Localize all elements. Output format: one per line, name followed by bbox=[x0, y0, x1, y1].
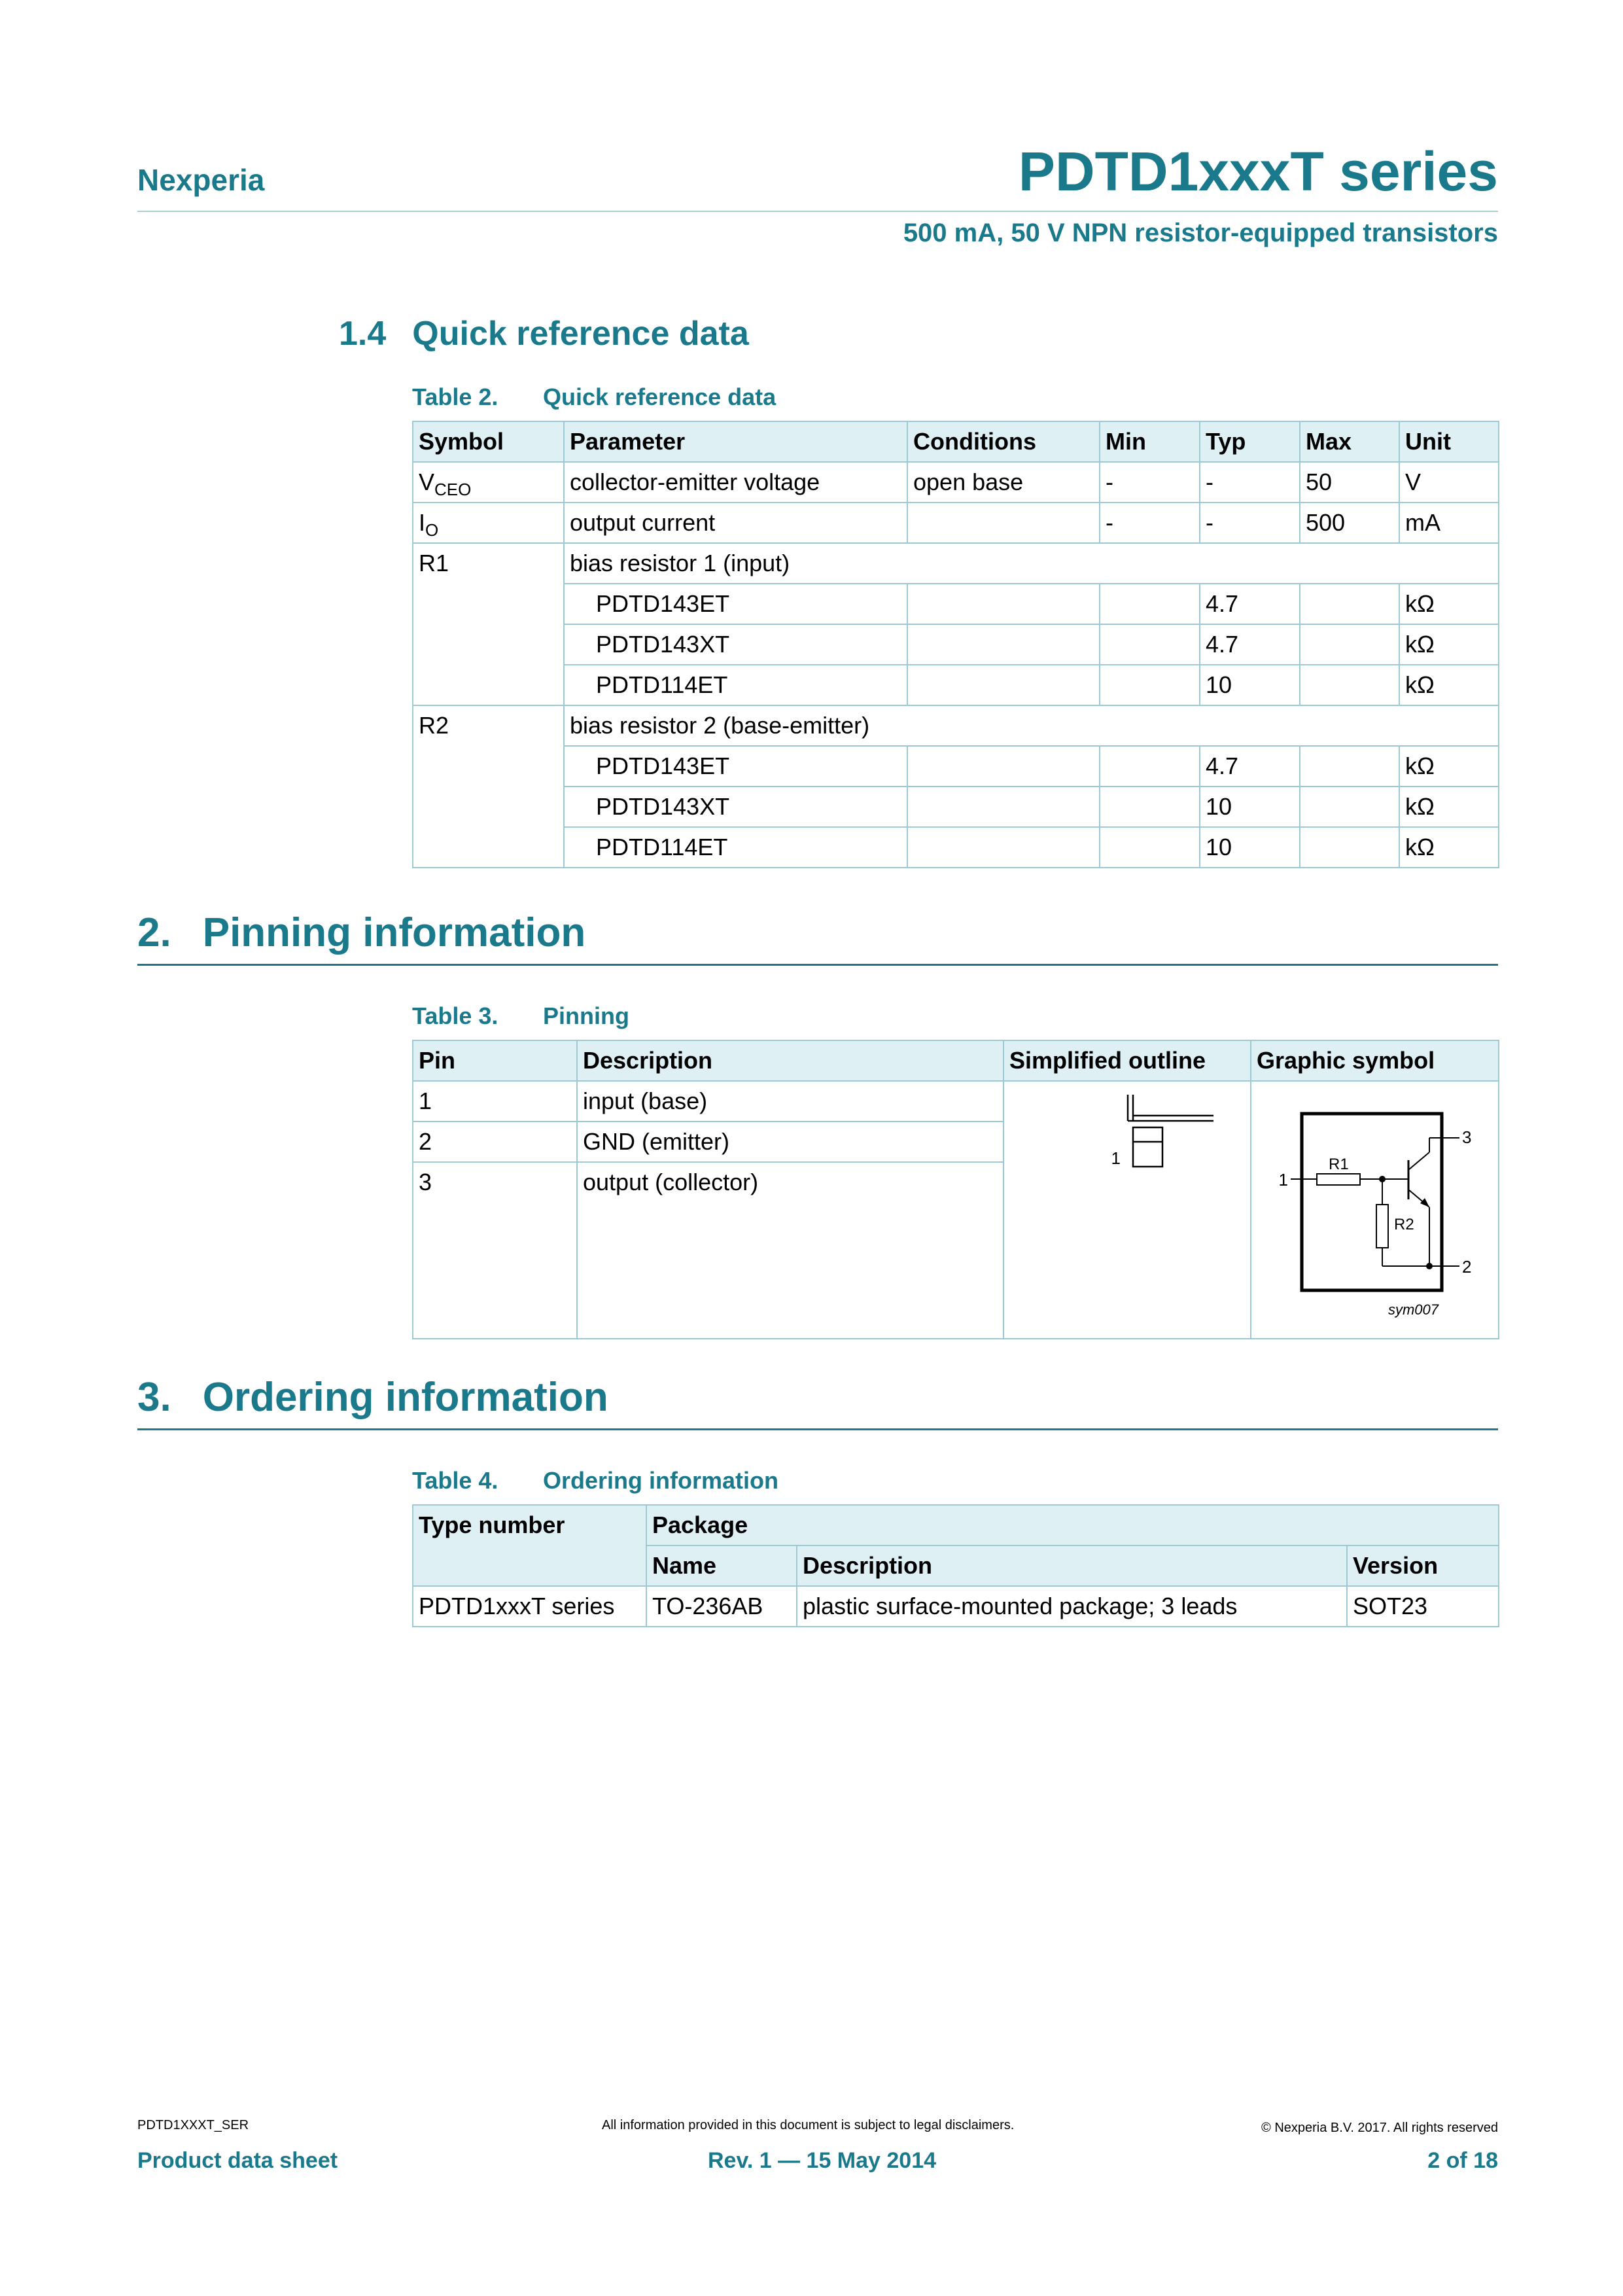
max-cell bbox=[1300, 827, 1399, 868]
max-cell bbox=[1300, 624, 1399, 665]
max-cell bbox=[1300, 746, 1399, 786]
max-cell bbox=[1300, 665, 1399, 705]
symbol-reference: sym007 bbox=[1387, 1301, 1439, 1318]
symbol-pin1-label: 1 bbox=[1278, 1170, 1288, 1190]
table-label: Table 3. bbox=[412, 1002, 498, 1029]
table-row bbox=[413, 624, 1499, 665]
col-version: Version bbox=[1347, 1545, 1499, 1586]
version-cell: SOT23 bbox=[1347, 1586, 1499, 1627]
unit-cell: kΩ bbox=[1399, 746, 1499, 786]
section-title: Ordering information bbox=[202, 1375, 608, 1420]
header-divider bbox=[137, 211, 1498, 212]
symbol-cell bbox=[413, 503, 564, 543]
col-unit: Unit bbox=[1399, 421, 1499, 462]
table-row bbox=[413, 1586, 1499, 1627]
outline-pin-label: 1 bbox=[1111, 1148, 1121, 1168]
col-conditions: Conditions bbox=[907, 421, 1100, 462]
table-label: Table 2. bbox=[412, 383, 498, 410]
symbol-text: I bbox=[419, 509, 426, 536]
col-max: Max bbox=[1300, 421, 1399, 462]
typ-cell: 4.7 bbox=[1200, 746, 1300, 786]
footer-page-number: 2 of 18 bbox=[1427, 2148, 1498, 2173]
sot23-outline-icon bbox=[1004, 1082, 1250, 1337]
symbol-subscript: O bbox=[425, 520, 439, 540]
col-name: Name bbox=[646, 1545, 797, 1586]
symbol-pin2-label: 2 bbox=[1462, 1257, 1472, 1277]
type-cell: PDTD143XT bbox=[564, 786, 907, 827]
typ-cell: 4.7 bbox=[1200, 584, 1300, 624]
symbol-cell: R1 bbox=[413, 543, 564, 705]
type-cell: PDTD114ET bbox=[564, 827, 907, 868]
table-row bbox=[413, 665, 1499, 705]
description-cell: output (collector) bbox=[577, 1162, 1003, 1339]
typ-cell: - bbox=[1200, 503, 1300, 543]
description-cell: GND (emitter) bbox=[577, 1122, 1003, 1162]
section-heading-ordering bbox=[137, 1374, 608, 1421]
section-heading-quick-reference bbox=[339, 314, 749, 353]
unit-cell: V bbox=[1399, 462, 1499, 503]
conditions-cell bbox=[907, 786, 1100, 827]
min-cell: - bbox=[1100, 462, 1200, 503]
type-cell: PDTD143ET bbox=[564, 746, 907, 786]
symbol-pin3-label: 3 bbox=[1462, 1127, 1472, 1147]
conditions-cell bbox=[907, 584, 1100, 624]
col-type-number: Type number bbox=[413, 1505, 646, 1586]
parameter-cell: collector-emitter voltage bbox=[564, 462, 907, 503]
conditions-cell bbox=[907, 665, 1100, 705]
col-description: Description bbox=[797, 1545, 1347, 1586]
table-row bbox=[413, 786, 1499, 827]
pin-cell: 1 bbox=[413, 1081, 577, 1122]
min-cell bbox=[1100, 624, 1200, 665]
unit-cell: kΩ bbox=[1399, 624, 1499, 665]
table-row bbox=[413, 584, 1499, 624]
col-graphic-symbol: Graphic symbol bbox=[1251, 1040, 1499, 1081]
table-row-r2 bbox=[413, 705, 1499, 746]
ordering-table bbox=[412, 1504, 1499, 1627]
description-cell: input (base) bbox=[577, 1081, 1003, 1122]
conditions-cell bbox=[907, 746, 1100, 786]
table-caption-quick-reference bbox=[412, 383, 776, 411]
unit-cell: mA bbox=[1399, 503, 1499, 543]
type-cell: PDTD143ET bbox=[564, 584, 907, 624]
min-cell bbox=[1100, 786, 1200, 827]
table-title: Quick reference data bbox=[543, 383, 777, 410]
table-row bbox=[413, 827, 1499, 868]
section-title: Pinning information bbox=[202, 910, 586, 955]
section-divider bbox=[137, 964, 1498, 966]
col-symbol: Symbol bbox=[413, 421, 564, 462]
max-cell: 50 bbox=[1300, 462, 1399, 503]
section-number: 1.4 bbox=[339, 315, 387, 353]
min-cell bbox=[1100, 827, 1200, 868]
max-cell bbox=[1300, 786, 1399, 827]
unit-cell: kΩ bbox=[1399, 584, 1499, 624]
symbol-r2-label: R2 bbox=[1394, 1216, 1414, 1233]
typ-cell: - bbox=[1200, 462, 1300, 503]
footer-legal-notice: All information provided in this document is subject to legal disclaimers. bbox=[602, 2118, 1015, 2132]
conditions-cell bbox=[907, 503, 1100, 543]
table-title: Pinning bbox=[543, 1002, 629, 1029]
table-header-row bbox=[413, 1505, 1499, 1545]
name-cell: TO-236AB bbox=[646, 1586, 797, 1627]
table-header-row bbox=[413, 421, 1499, 462]
typ-cell: 10 bbox=[1200, 786, 1300, 827]
pinning-table bbox=[412, 1040, 1499, 1339]
table-row bbox=[413, 746, 1499, 786]
section-number: 3. bbox=[137, 1375, 171, 1420]
table-row-vceo bbox=[413, 462, 1499, 503]
symbol-cell: R2 bbox=[413, 705, 564, 868]
transistor-symbol-icon bbox=[1251, 1082, 1498, 1337]
pin-cell: 2 bbox=[413, 1122, 577, 1162]
table-title: Ordering information bbox=[543, 1467, 778, 1494]
table-caption-pinning bbox=[412, 1002, 629, 1030]
col-min: Min bbox=[1100, 421, 1200, 462]
type-cell: PDTD114ET bbox=[564, 665, 907, 705]
quick-reference-table bbox=[412, 421, 1499, 868]
symbol-subscript: CEO bbox=[434, 480, 472, 499]
col-typ: Typ bbox=[1200, 421, 1300, 462]
description-cell: plastic surface-mounted package; 3 leads bbox=[797, 1586, 1347, 1627]
table-label: Table 4. bbox=[412, 1467, 498, 1494]
parameter-cell: output current bbox=[564, 503, 907, 543]
min-cell: - bbox=[1100, 503, 1200, 543]
min-cell bbox=[1100, 746, 1200, 786]
table-row-r1 bbox=[413, 543, 1499, 584]
table-caption-ordering bbox=[412, 1467, 778, 1494]
unit-cell: kΩ bbox=[1399, 665, 1499, 705]
type-cell: PDTD143XT bbox=[564, 624, 907, 665]
conditions-cell bbox=[907, 624, 1100, 665]
document-title: PDTD1xxxT series bbox=[1018, 141, 1498, 202]
brand-name: Nexperia bbox=[137, 163, 265, 197]
parameter-cell: bias resistor 2 (base-emitter) bbox=[564, 705, 1499, 746]
typ-cell: 10 bbox=[1200, 665, 1300, 705]
conditions-cell bbox=[907, 827, 1100, 868]
col-description: Description bbox=[577, 1040, 1003, 1081]
graphic-symbol-cell bbox=[1251, 1081, 1499, 1339]
col-pin: Pin bbox=[413, 1040, 577, 1081]
table-row bbox=[413, 1081, 1499, 1122]
footer-doc-type: Product data sheet bbox=[137, 2148, 338, 2173]
min-cell bbox=[1100, 584, 1200, 624]
simplified-outline-cell bbox=[1003, 1081, 1251, 1339]
symbol-text: V bbox=[419, 468, 435, 495]
pin-cell: 3 bbox=[413, 1162, 577, 1339]
section-heading-pinning bbox=[137, 910, 585, 956]
symbol-cell bbox=[413, 462, 564, 503]
col-package: Package bbox=[646, 1505, 1499, 1545]
max-cell bbox=[1300, 584, 1399, 624]
col-parameter: Parameter bbox=[564, 421, 907, 462]
section-title: Quick reference data bbox=[412, 315, 749, 353]
unit-cell: kΩ bbox=[1399, 827, 1499, 868]
type-cell: PDTD1xxxT series bbox=[413, 1586, 646, 1627]
section-number: 2. bbox=[137, 910, 171, 955]
unit-cell: kΩ bbox=[1399, 786, 1499, 827]
max-cell: 500 bbox=[1300, 503, 1399, 543]
section-divider bbox=[137, 1428, 1498, 1430]
document-subtitle: 500 mA, 50 V NPN resistor-equipped transistors bbox=[903, 219, 1498, 247]
col-simplified-outline: Simplified outline bbox=[1003, 1040, 1251, 1081]
footer-revision: Rev. 1 — 15 May 2014 bbox=[708, 2148, 937, 2173]
conditions-cell: open base bbox=[907, 462, 1100, 503]
parameter-cell: bias resistor 1 (input) bbox=[564, 543, 1499, 584]
typ-cell: 4.7 bbox=[1200, 624, 1300, 665]
footer-copyright: © Nexperia B.V. 2017. All rights reserved bbox=[1261, 2121, 1498, 2135]
typ-cell: 10 bbox=[1200, 827, 1300, 868]
table-row-io bbox=[413, 503, 1499, 543]
min-cell bbox=[1100, 665, 1200, 705]
footer-doc-code: PDTD1XXXT_SER bbox=[137, 2118, 249, 2132]
symbol-r1-label: R1 bbox=[1329, 1156, 1349, 1173]
table-header-row bbox=[413, 1040, 1499, 1081]
